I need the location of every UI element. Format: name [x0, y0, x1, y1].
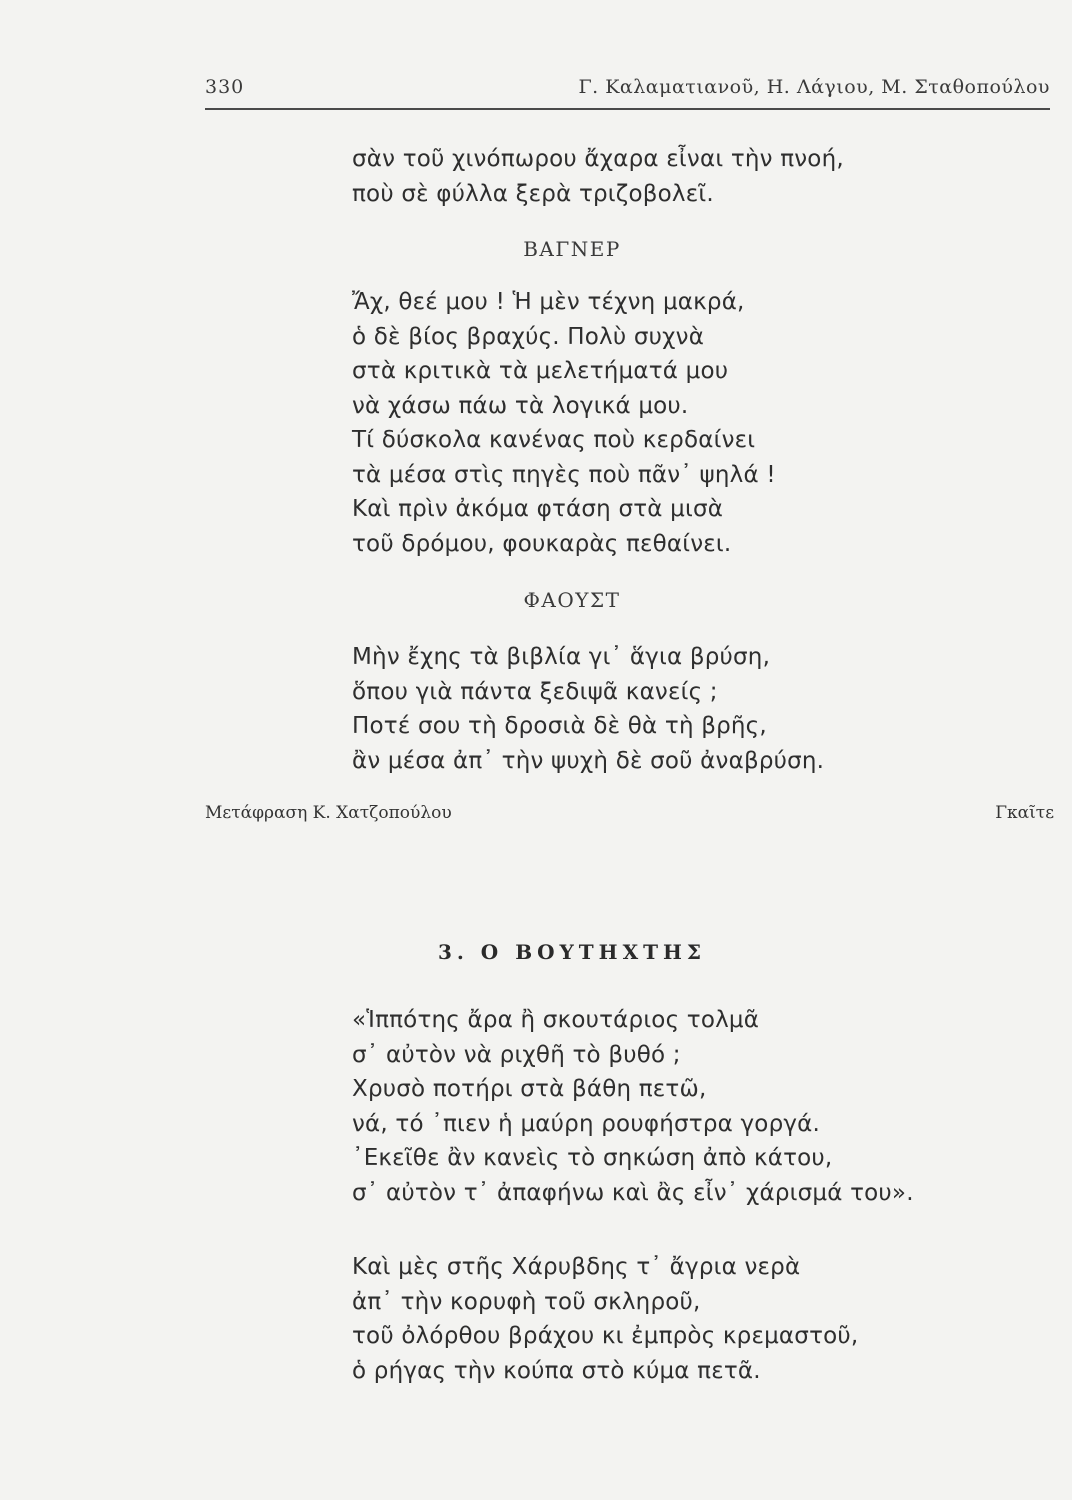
verse-line: ὅπου γιὰ πάντα ξεδιψᾶ κανείς ;: [352, 678, 718, 705]
verse-line: ἀπ᾽ τὴν κορυφὴ τοῦ σκληροῦ,: [352, 1288, 701, 1315]
verse-line: Ἄχ, θεέ μου ! Ἡ μὲν τέχνη μακρά,: [352, 289, 745, 315]
diver-stanza-2: [352, 1250, 858, 1388]
verse-line: ἂν μέσα ἀπ᾽ τὴν ψυχὴ δὲ σοῦ ἀναβρύση.: [352, 747, 825, 774]
verse-line: Τί δύσκολα κανένας ποὺ κερδαίνει: [352, 427, 756, 453]
verse-line: νὰ χάσω πάω τὰ λογικά μου.: [352, 392, 689, 419]
speaker-wagner: ΒΑΓΝΕΡ: [523, 237, 621, 261]
verse-line: στὰ κριτικὰ τὰ μελετήματά μου: [352, 358, 729, 384]
running-head: Γ. Καλαματιανοῦ, Η. Λάγιου, Μ. Σταθοπούλου: [578, 76, 1050, 98]
verse-line: νά, τό ᾽πιεν ἡ μαύρη ρουφήστρα γοργά.: [352, 1110, 821, 1137]
verse-line: σ᾽ αὐτὸν νὰ ριχθῆ τὸ βυθό ;: [352, 1041, 681, 1068]
verse-line: Χρυσὸ ποτήρι στὰ βάθη πετῶ,: [352, 1076, 707, 1102]
verse-line: Μὴν ἔχης τὰ βιβλία γι᾽ ἅγια βρύση,: [352, 644, 771, 670]
verse-line: ποὺ σὲ φύλλα ξερὰ τριζοβολεῖ.: [352, 180, 714, 207]
verse-line: Ποτέ σου τὴ δροσιὰ δὲ θὰ τὴ βρῆς,: [352, 713, 767, 739]
verse-line: σὰν τοῦ χινόπωρου ἄχαρα εἶναι τὴν πνοή,: [352, 146, 844, 172]
verse-line: τὰ μέσα στὶς πηγὲς ποὺ πᾶν᾽ ψηλά !: [352, 461, 776, 488]
speaker-faust: ΦΑΟΥΣΤ: [523, 588, 621, 612]
verse-line: Καὶ πρὶν ἀκόμα φτάση στὰ μισὰ: [352, 496, 724, 522]
translator-credit: Μετάφραση Κ. Χατζοπούλου: [205, 803, 452, 823]
verse-line: ᾽Εκεῖθε ἂν κανεὶς τὸ σηκώση ἀπὸ κάτου,: [352, 1145, 833, 1171]
verse-line: τοῦ δρόμου, φουκαρὰς πεθαίνει.: [352, 530, 732, 557]
wagner-verse: [352, 285, 776, 561]
verse-line: τοῦ ὀλόρθου βράχου κι ἐμπρὸς κρεμαστοῦ,: [352, 1323, 859, 1349]
verse-line: ὁ δὲ βίος βραχύς. Πολὺ συχνὰ: [352, 323, 705, 350]
faust-verse: [352, 640, 824, 778]
verse-line: Καὶ μὲς στῆς Χάρυβδης τ᾽ ἄγρια νερὰ: [352, 1254, 801, 1280]
verse-line: σ᾽ αὐτὸν τ᾽ ἀπαφήνω καὶ ἂς εἶν᾽ χάρισμά του».: [352, 1179, 914, 1206]
diver-stanza-1: [352, 1003, 914, 1210]
page-number: 330: [205, 76, 245, 98]
author-credit: Γκαῖτε: [995, 803, 1054, 823]
section-title: 3. Ο ΒΟΥΤΗΧΤΗΣ: [437, 940, 707, 964]
intro-verse: [352, 142, 844, 211]
header-rule: [205, 108, 1050, 110]
verse-line: «Ἱππότης ἄρα ἢ σκουτάριος τολμᾶ: [352, 1007, 760, 1033]
verse-line: ὁ ρήγας τὴν κούπα στὸ κύμα πετᾶ.: [352, 1357, 761, 1384]
page-header: [205, 70, 1050, 104]
